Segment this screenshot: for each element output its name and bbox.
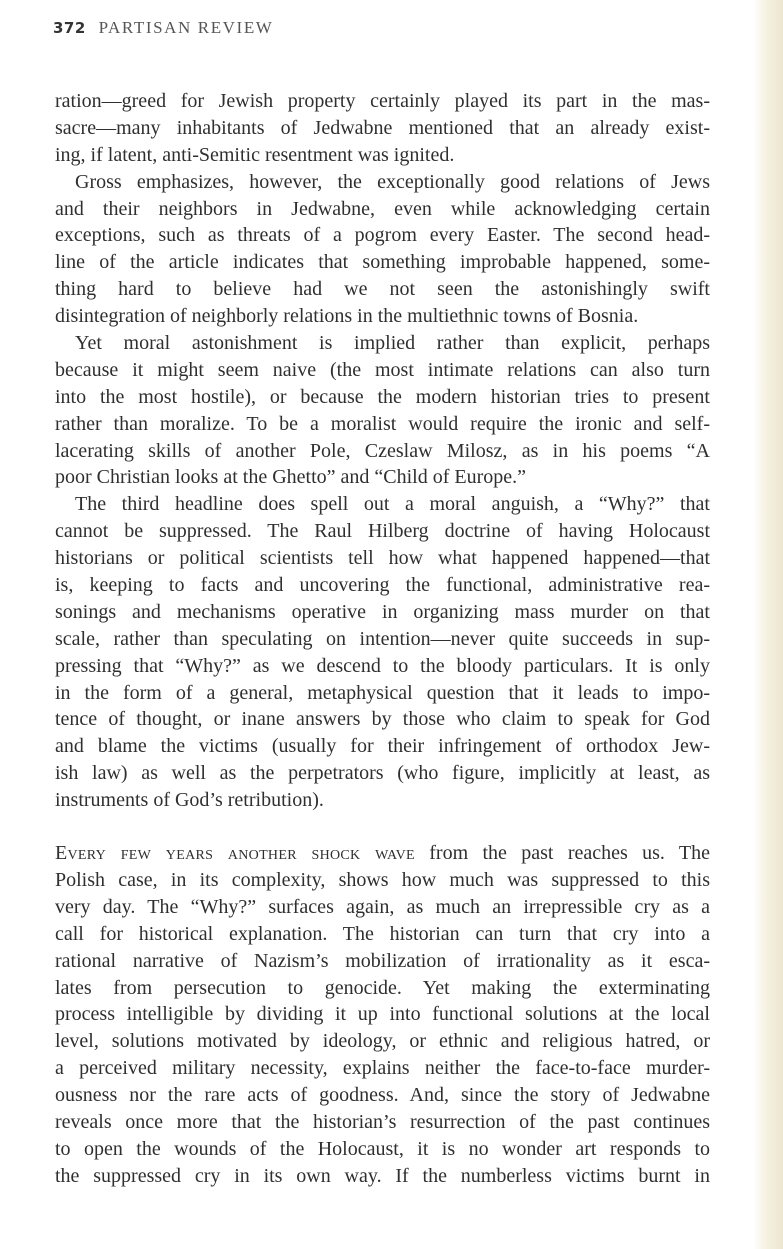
text-line-lead-in <box>55 840 710 867</box>
text-line: and blame the victims (usually for their infringement of orthodox Jew- <box>55 735 710 758</box>
text-line: The third headline does spell out a moral anguish, a “Why?” that <box>75 493 710 516</box>
text-line: process intelligible by dividing it up into functional solutions at the local <box>55 1003 710 1026</box>
text-line: scale, rather than speculating on intention—never quite succeeds in sup- <box>55 627 710 650</box>
text-line: disintegration of neighborly relations in the multiethnic towns of Bosnia. <box>55 305 639 328</box>
text-line: and their neighbors in Jedwabne, even while acknowledging certain <box>55 197 710 220</box>
text-line: instruments of God’s retribution). <box>55 789 324 812</box>
text-line: rather than moralize. To be a moralist would require the ironic and self- <box>55 412 710 435</box>
text-line: the suppressed cry in its own way. If the numberless victims burnt in <box>55 1164 710 1187</box>
text-line: sonings and mechanisms operative in organizing mass murder on that <box>55 600 710 623</box>
running-head <box>53 18 273 38</box>
text-line: historians or political scientists tell how what happened happened—that <box>55 547 710 570</box>
paragraph <box>55 491 710 814</box>
text-line: thing hard to believe had we not seen the astonishingly swift <box>55 278 710 301</box>
text-line: sacre—many inhabitants of Jedwabne mentioned that an already exist- <box>55 116 710 139</box>
text-line: ish law) as well as the perpetrators (who figure, implicitly at least, as <box>55 762 710 785</box>
section-break <box>55 814 710 840</box>
text-line: because it might seem naive (the most intimate relations can also turn <box>55 358 710 381</box>
text-line: a perceived military necessity, explains neither the face-to-face murder- <box>55 1057 710 1080</box>
text-line: ing, if latent, anti-Semitic resentment was ignited. <box>55 143 455 166</box>
paragraph <box>55 330 710 491</box>
text-line: cannot be suppressed. The Raul Hilberg doctrine of having Holocaust <box>55 520 710 543</box>
text-line: ousness nor the rare acts of goodness. And, since the story of Jedwabne <box>55 1084 710 1107</box>
text-line: tence of thought, or inane answers by those who claim to speak for God <box>55 708 710 731</box>
text-line: rational narrative of Nazism’s mobilization of irrationality as it esca- <box>55 949 710 972</box>
text-line: call for historical explanation. The historian can turn that cry into a <box>55 922 710 945</box>
text-line: into the most hostile), or because the modern historian tries to present <box>55 385 710 408</box>
text-line: lates from persecution to genocide. Yet making the exterminating <box>55 976 710 999</box>
text-line: very day. The “Why?” surfaces again, as much an irrepressible cry as a <box>55 895 710 918</box>
paragraph <box>55 88 710 169</box>
text-line: lacerating skills of another Pole, Czeslaw Milosz, as in his poems “A <box>55 439 710 462</box>
text-line: Gross emphasizes, however, the exceptionally good relations of Jews <box>75 170 710 193</box>
text-line: exceptions, such as threats of a pogrom every Easter. The second head- <box>55 224 710 247</box>
text-line: level, solutions motivated by ideology, or ethnic and religious hatred, or <box>55 1030 710 1053</box>
lead-in-rest: from the past reaches us. The <box>414 842 711 865</box>
text-line: Yet moral astonishment is implied rather than explicit, perhaps <box>75 332 710 355</box>
text-line: is, keeping to facts and uncovering the functional, administrative rea- <box>55 574 710 597</box>
smallcaps-lead-in: Every few years another shock wave <box>55 842 415 865</box>
text-line: Polish case, in its complexity, shows how much was suppressed to this <box>55 868 710 891</box>
text-line: reveals once more that the historian’s resurrection of the past continues <box>55 1110 710 1133</box>
text-line: to open the wounds of the Holocaust, it is no wonder art responds to <box>55 1137 710 1160</box>
body-text <box>55 88 710 1190</box>
journal-title: PARTISAN REVIEW <box>98 18 274 37</box>
text-line: in the form of a general, metaphysical question that it leads to impo- <box>55 681 710 704</box>
text-line: line of the article indicates that something improbable happened, some- <box>55 251 710 274</box>
text-line: poor Christian looks at the Ghetto” and “Child of Europe.” <box>55 466 527 489</box>
page-number: 372 <box>53 19 86 37</box>
page-edge-shadow <box>753 0 783 1249</box>
text-line: pressing that “Why?” as we descend to the bloody particulars. It is only <box>55 654 710 677</box>
text-line: ration—greed for Jewish property certainly played its part in the mas- <box>55 90 710 112</box>
paragraph <box>55 169 710 330</box>
paragraph <box>55 840 710 1190</box>
